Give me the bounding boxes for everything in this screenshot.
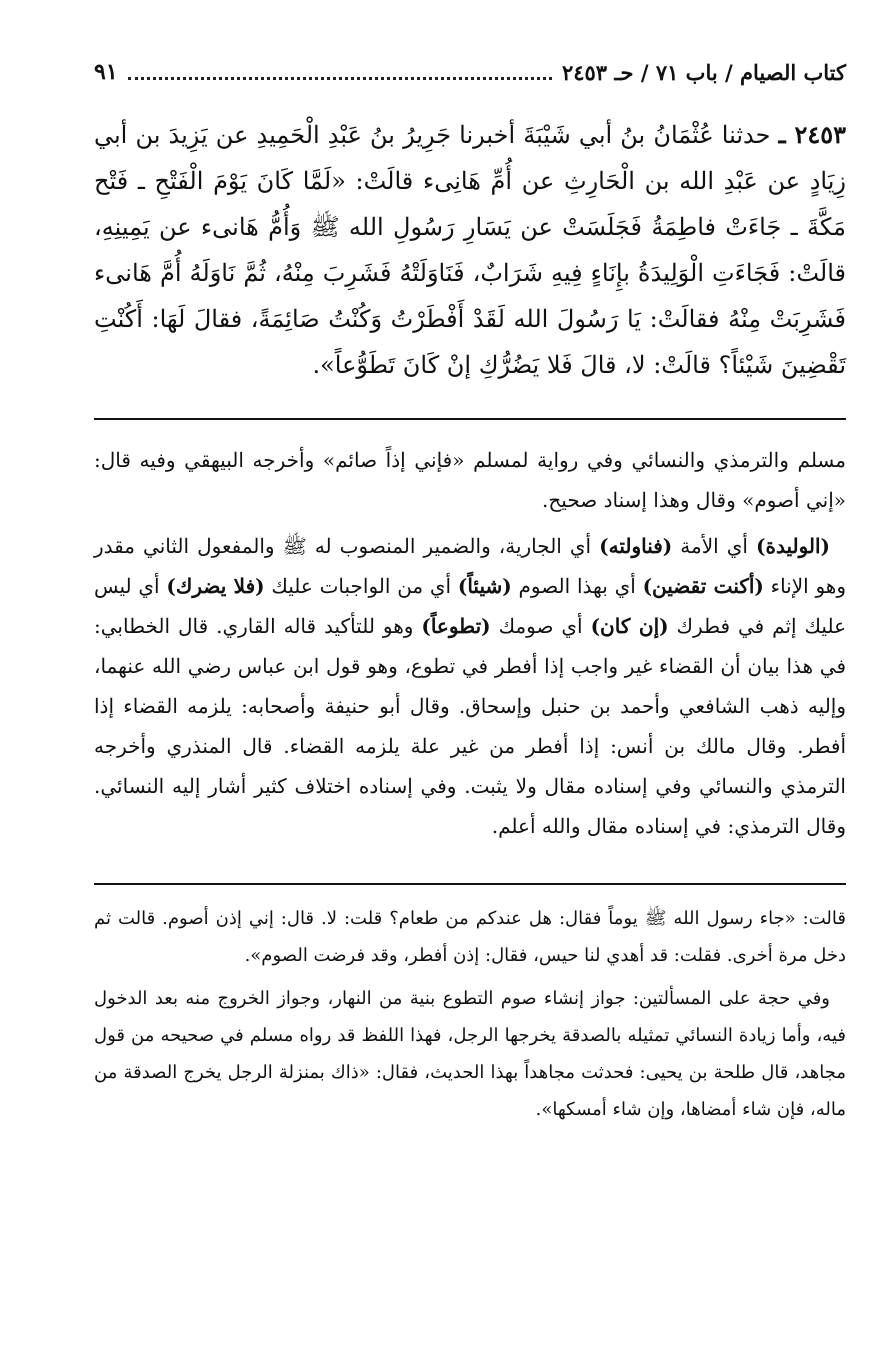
footnote bbox=[94, 900, 846, 1134]
commentary-text: أي صومك bbox=[490, 614, 591, 638]
commentary-text: أي ليس عليك إثم في فطرك bbox=[94, 574, 847, 638]
term: (تطوعاً) bbox=[421, 614, 491, 638]
term: (فناولته) bbox=[599, 534, 673, 558]
commentary-text: أي الجارية، والضمير المنصوب له ﷺ والمفعول الثاني مقدر وهو الإناء bbox=[94, 534, 846, 598]
term: (أكنت تقضين) bbox=[642, 574, 764, 598]
term: (فلا يضرك) bbox=[166, 574, 265, 598]
commentary-text: أي الأمة bbox=[672, 534, 756, 558]
hadith-body: حدثنا عُثْمَانُ بنُ أبي شَيْبَةَ أخبرنا جَرِيرُ بنُ عَبْدِ الْحَمِيدِ عن يَزِيدَ بن أبي زِيَادٍ عن عَبْدِ الله بن الْحَارِثِ عن أُمِّ هَانِىء قالَتْ: «لَمَّا كَانَ يَوْمَ الْفَتْحِ ـ فَتْح مَكَّةَ ـ جَاءَتْ فاطِمَةُ فَجَلَسَتْ عن يَسَارِ رَسُولِ الله ﷺ وَأُمُّ هَانىء عن يَمِينِهِ، قالَتْ: فَجَاءَتِ الْوَلِيدَةُ بإِنَاءٍ فِيهِ شَرَابٌ، فَنَاوَلَتْهُ فَشَرِبَ مِنْهُ، ثُمَّ نَاوَلَهُ أُمَّ هَانىء فَشَرِبَتْ مِنْهُ فقالَتْ: يَا رَسُولَ الله لَقَدْ أَفْطَرْتُ وَكُنْتُ صَائِمَةً، فقالَ لَهَا: أَكُنْتِ تَقْضِينَ شَيْئاً؟ قالَتْ: لا، قالَ فَلا يَضُرُّكِ إنْ كَانَ تَطَوُّعاً». bbox=[94, 121, 847, 379]
commentary-paragraph bbox=[94, 526, 846, 846]
divider-line bbox=[94, 883, 846, 885]
commentary bbox=[94, 440, 846, 852]
term: (إن كان) bbox=[590, 614, 669, 638]
footnote-paragraph: وفي حجة على المسألتين: جواز إنشاء صوم التطوع بنية من النهار، وجواز الخروج منه بعد الدخول فيه، وأما زيادة النسائي تمثيله بالصدقة يخرجها الرجل، فهذا اللفظ قد رواه مسلم في صحيحه من قول مجاهد، قال طلحة بن يحيى: فحدثت مجاهداً بهذا الحديث، فقال: «ذاك بمنزلة الرجل يخرج الصدقة من ماله، فإن شاء أمضاها، وإن شاء أمسكها». bbox=[94, 988, 846, 1120]
page-header bbox=[94, 52, 846, 92]
term: (شيئاً) bbox=[457, 574, 512, 598]
footnote-paragraph: قالت: «جاء رسول الله ﷺ يوماً فقال: هل عندكم من طعام؟ قلت: لا. قال: إني إذن أصوم. قالت ثم دخل مرة أخرى. فقلت: قد أهدي لنا حيس، فقال: إذن أفطر، وقد فرضت الصوم». bbox=[94, 908, 846, 966]
term: (الوليدة) bbox=[756, 534, 831, 558]
leader-dots bbox=[128, 77, 552, 80]
commentary-text: أي بهذا الصوم bbox=[511, 574, 643, 598]
divider-line bbox=[94, 418, 846, 420]
commentary-text: وهو للتأكيد قاله القاري. قال الخطابي: في هذا بيان أن القضاء غير واجب إذا أفطر في تطوع، وهو قول ابن عباس رضي الله عنهما، وإليه ذهب الشافعي وأحمد بن حنبل وإسحاق. وقال أبو حنيفة وأصحابه: يلزمه القضاء إذا أفطر. وقال مالك بن أنس: إذا أفطر من غير علة يلزمه القضاء. قال المنذري وأخرجه الترمذي والنسائي وفي إسناده مقال ولا يثبت. وفي إسناده اختلاف كثير أشار إليه النسائي. وقال الترمذي: في إسناده مقال والله أعلم. bbox=[94, 614, 846, 838]
commentary-paragraph: مسلم والترمذي والنسائي وفي رواية لمسلم «فإني إذاً صائم» وأخرجه البيهقي وفيه قال: «إني أصوم» وقال وهذا إسناد صحيح. bbox=[94, 448, 846, 512]
page-number: ٩١ bbox=[94, 59, 118, 85]
hadith-number: ٢٤٥٣ ـ bbox=[778, 120, 846, 149]
commentary-text: أي من الواجبات عليك bbox=[264, 574, 458, 598]
hadith-text bbox=[94, 112, 846, 388]
running-title: كتاب الصيام / باب ٧١ / حـ ٢٤٥٣ bbox=[561, 59, 846, 85]
